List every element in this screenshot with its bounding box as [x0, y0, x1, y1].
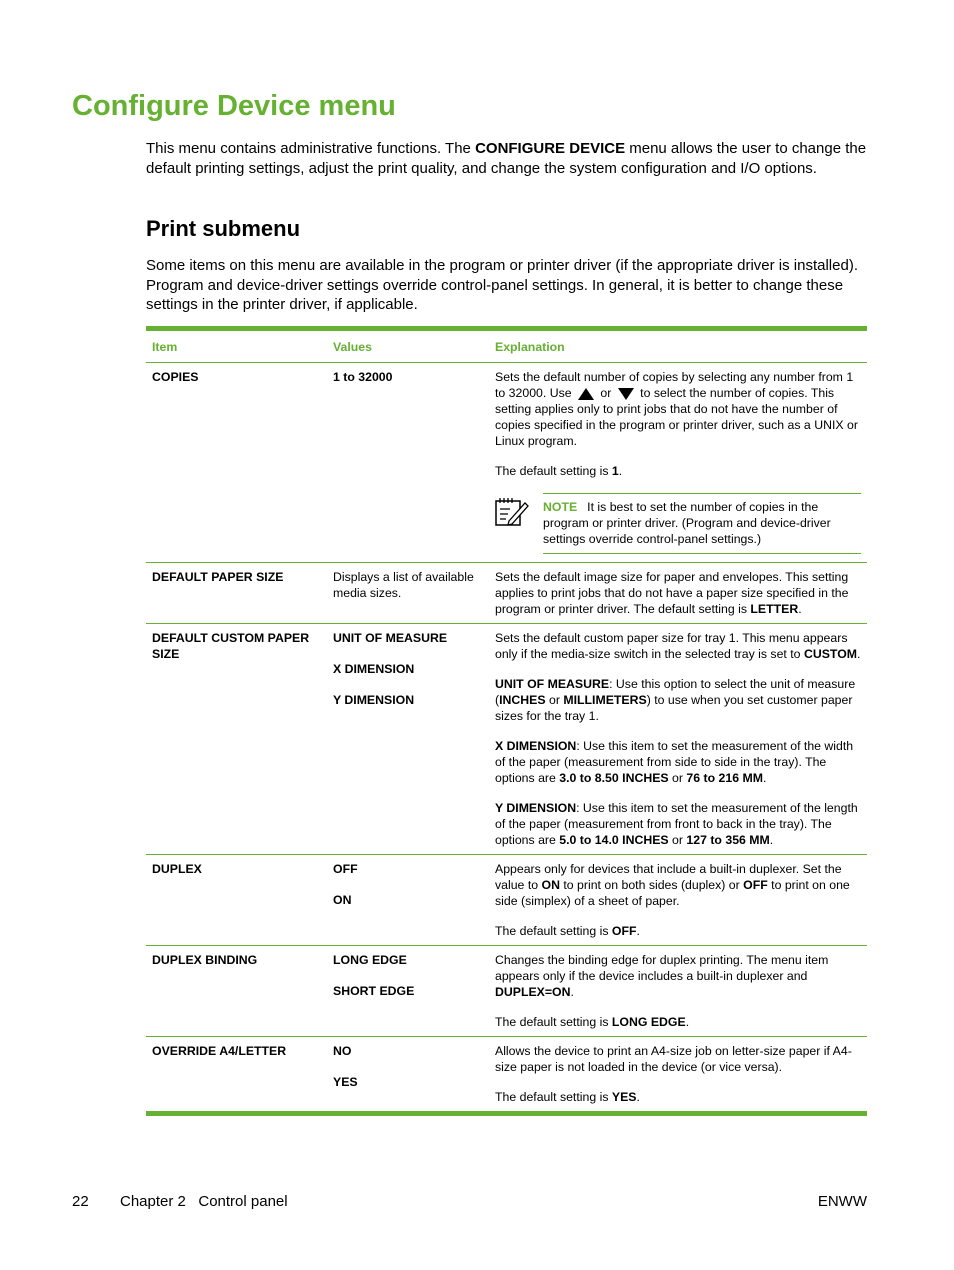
explanation-cell: Changes the binding edge for duplex printing. The menu item appears only if the device includes a built-in duplexer and DUPLEX=ON. The default setting is LONG EDGE. — [495, 953, 829, 1029]
note-pad-icon — [495, 493, 543, 554]
table-row — [146, 363, 867, 563]
explanation-cell: Sets the default image size for paper and envelopes. This setting applies to print jobs that do not have a paper size specified in the program or printer driver. The default setting is LETTER. — [495, 570, 849, 616]
item-cell: DUPLEX — [152, 862, 202, 876]
item-cell: DEFAULT PAPER SIZE — [152, 570, 284, 584]
intro-paragraph: This menu contains administrative functions. The CONFIGURE DEVICE menu allows the user to change the default printing settings, adjust the print quality, and change the system configuration and I/O options. — [146, 140, 867, 177]
explanation-cell: Sets the default custom paper size for tray 1. This menu appears only if the media-size switch in the selected tray is set to CUSTOM. UNIT OF MEASURE: Use this option to select the unit of measure (INCHES or MILLIMETERS) to use when you set customer paper sizes for the tray 1. X DIMENSION: Use this item to set the measurement of the width of the paper (measurement from side to side in the tray). The options are 3.0 to 8.50 INCHES or 76 to 216 MM. Y DIMENSION: Use this item to set the measurement of the length of the paper (measurement from front to back in the tray). The options are 5.0 to 14.0 INCHES or 127 to 356 MM. — [495, 631, 861, 847]
header-values: Values — [333, 339, 372, 354]
values-cell: NO YES — [333, 1044, 358, 1089]
values-cell: 1 to 32000 — [333, 370, 393, 384]
explanation-cell: Sets the default number of copies by selecting any number from 1 to 32000. Use or to select the number of copies. This setting applies only to print jobs that do not have the number of copies specified in the program or printer driver, such as a UNIX or Linux program. The default setting is 1. NOTE It is best to set the number of copies in the program or printer driver. (Program and device-driver settings override control-panel settings.) — [489, 363, 867, 562]
section-title: Print submenu — [146, 216, 301, 241]
header-item: Item — [152, 339, 178, 354]
note-callout — [495, 493, 861, 554]
triangle-down-icon — [618, 388, 634, 400]
page-number: 22 — [72, 1193, 89, 1210]
table-row — [146, 946, 867, 1037]
table-row — [146, 855, 867, 946]
table-row — [146, 563, 867, 624]
header-explanation: Explanation — [495, 339, 565, 354]
item-cell: OVERRIDE A4/LETTER — [152, 1044, 287, 1058]
item-cell: COPIES — [152, 370, 199, 384]
section-intro: Some items on this menu are available in the program or printer driver (if the appropriate driver is installed). Program and device-driver settings override control-panel settings. In general, it is better to change these settings in the printer driver, if applicable. — [146, 257, 858, 313]
table-row — [146, 1037, 867, 1111]
page-footer — [72, 1193, 867, 1210]
page-title: Configure Device menu — [72, 90, 396, 122]
triangle-up-icon — [578, 388, 594, 400]
edition-label: ENWW — [817, 1193, 867, 1210]
explanation-cell: Appears only for devices that include a built-in duplexer. Set the value to ON to print on both sides (duplex) or OFF to print on one side (simplex) of a sheet of paper. The default setting is OFF. — [495, 862, 850, 938]
values-cell: OFF ON — [333, 862, 358, 907]
settings-table — [146, 326, 867, 1116]
table-header — [146, 331, 867, 363]
chapter-title: Chapter 2 Control panel — [120, 1193, 288, 1210]
values-cell: UNIT OF MEASURE X DIMENSION Y DIMENSION — [333, 631, 448, 707]
item-cell: DUPLEX BINDING — [152, 953, 258, 967]
note-text: NOTE It is best to set the number of copies in the program or printer driver. (Program and device-driver settings override control-panel settings.) — [543, 493, 861, 554]
explanation-cell: Allows the device to print an A4-size job on letter-size paper if A4-size paper is not loaded in the device (or vice versa). The default setting is YES. — [495, 1044, 852, 1104]
values-cell: Displays a list of available media sizes. — [333, 570, 474, 600]
values-cell: LONG EDGE SHORT EDGE — [333, 953, 415, 998]
item-cell: DEFAULT CUSTOM PAPER SIZE — [152, 631, 310, 661]
table-row — [146, 624, 867, 855]
